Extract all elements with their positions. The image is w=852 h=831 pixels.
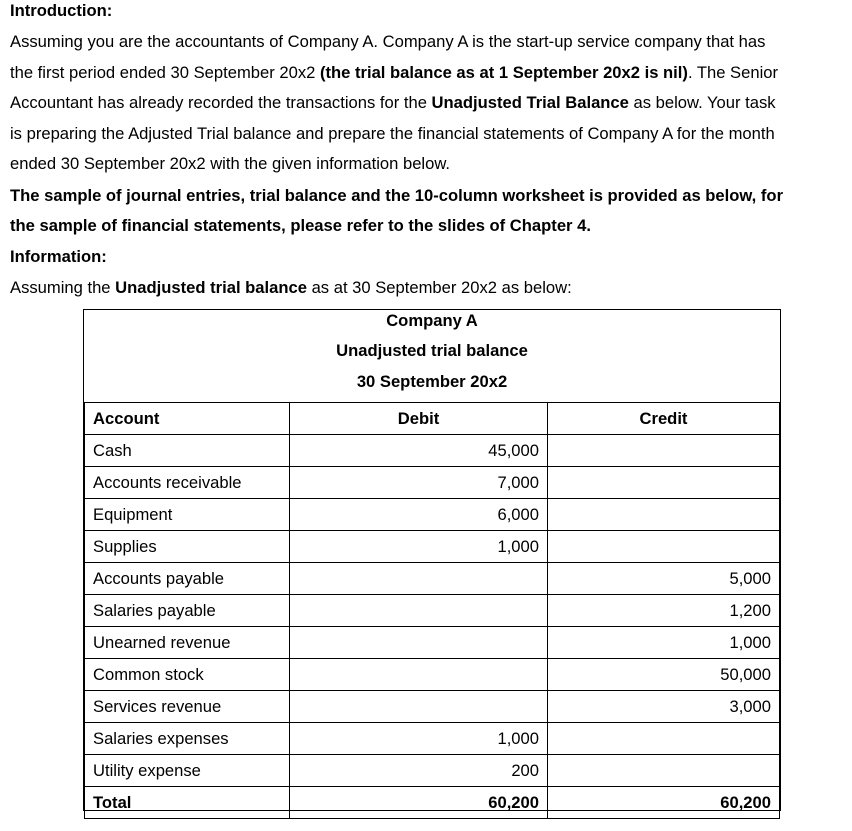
intro-line-4: is preparing the Adjusted Trial balance and prepare the financial statements of Company A for the month — [10, 124, 775, 143]
column-header-credit: Credit — [547, 402, 780, 435]
row-credit-cell — [547, 722, 780, 755]
row-account-cell: Common stock — [84, 658, 290, 691]
trial-balance-table — [83, 309, 781, 811]
intro-line-1: Assuming you are the accountants of Company A. Company A is the start-up service company that has — [10, 32, 766, 51]
trial-balance-header — [84, 310, 780, 403]
row-debit-cell: 200 — [289, 754, 548, 787]
row-account-cell: Accounts receivable — [84, 466, 290, 499]
row-credit-cell: 3,000 — [547, 690, 780, 723]
column-header-account: Account — [84, 402, 290, 435]
row-debit-cell: 1,000 — [289, 530, 548, 563]
row-credit-cell — [547, 434, 780, 467]
row-account-cell: Accounts payable — [84, 562, 290, 595]
row-debit-cell — [289, 594, 548, 627]
total-label: Total — [84, 786, 290, 819]
information-heading: Information: — [10, 247, 107, 266]
column-header-debit: Debit — [289, 402, 548, 435]
total-debit: 60,200 — [289, 786, 548, 819]
trial-balance-date: 30 September 20x2 — [356, 372, 508, 391]
intro-line-5: ended 30 September 20x2 with the given information below. — [10, 154, 451, 173]
row-debit-cell: 45,000 — [289, 434, 548, 467]
row-credit-cell — [547, 498, 780, 531]
row-account-cell: Utility expense — [84, 754, 290, 787]
row-debit-cell — [289, 690, 548, 723]
row-credit-cell — [547, 466, 780, 499]
row-credit-cell — [547, 754, 780, 787]
sample-note-line-1: The sample of journal entries, trial balance and the 10-column worksheet is provided as below, for — [10, 186, 784, 205]
trial-balance-title: Unadjusted trial balance — [336, 341, 528, 360]
intro-line-3: Accountant has already recorded the transactions for the Unadjusted Trial Balance as below. Your task — [10, 93, 776, 112]
row-credit-cell: 50,000 — [547, 658, 780, 691]
row-debit-cell — [289, 626, 548, 659]
row-debit-cell: 6,000 — [289, 498, 548, 531]
row-credit-cell — [547, 530, 780, 563]
row-credit-cell: 1,200 — [547, 594, 780, 627]
intro-heading: Introduction: — [10, 1, 113, 20]
row-debit-cell: 1,000 — [289, 722, 548, 755]
total-credit: 60,200 — [547, 786, 780, 819]
row-account-cell: Unearned revenue — [84, 626, 290, 659]
row-account-cell: Services revenue — [84, 690, 290, 723]
row-credit-cell: 5,000 — [547, 562, 780, 595]
row-debit-cell — [289, 562, 548, 595]
row-account-cell: Salaries expenses — [84, 722, 290, 755]
company-name: Company A — [386, 311, 478, 330]
row-account-cell: Equipment — [84, 498, 290, 531]
row-account-cell: Salaries payable — [84, 594, 290, 627]
assumption-line: Assuming the Unadjusted trial balance as at 30 September 20x2 as below: — [10, 278, 572, 297]
intro-line-2: the first period ended 30 September 20x2 (the trial balance as at 1 September 20x2 is nil). The Senior — [10, 63, 779, 82]
sample-note-line-2: the sample of financial statements, please refer to the slides of Chapter 4. — [10, 216, 591, 235]
row-credit-cell: 1,000 — [547, 626, 780, 659]
row-account-cell: Supplies — [84, 530, 290, 563]
row-account-cell: Cash — [84, 434, 290, 467]
row-debit-cell: 7,000 — [289, 466, 548, 499]
row-debit-cell — [289, 658, 548, 691]
